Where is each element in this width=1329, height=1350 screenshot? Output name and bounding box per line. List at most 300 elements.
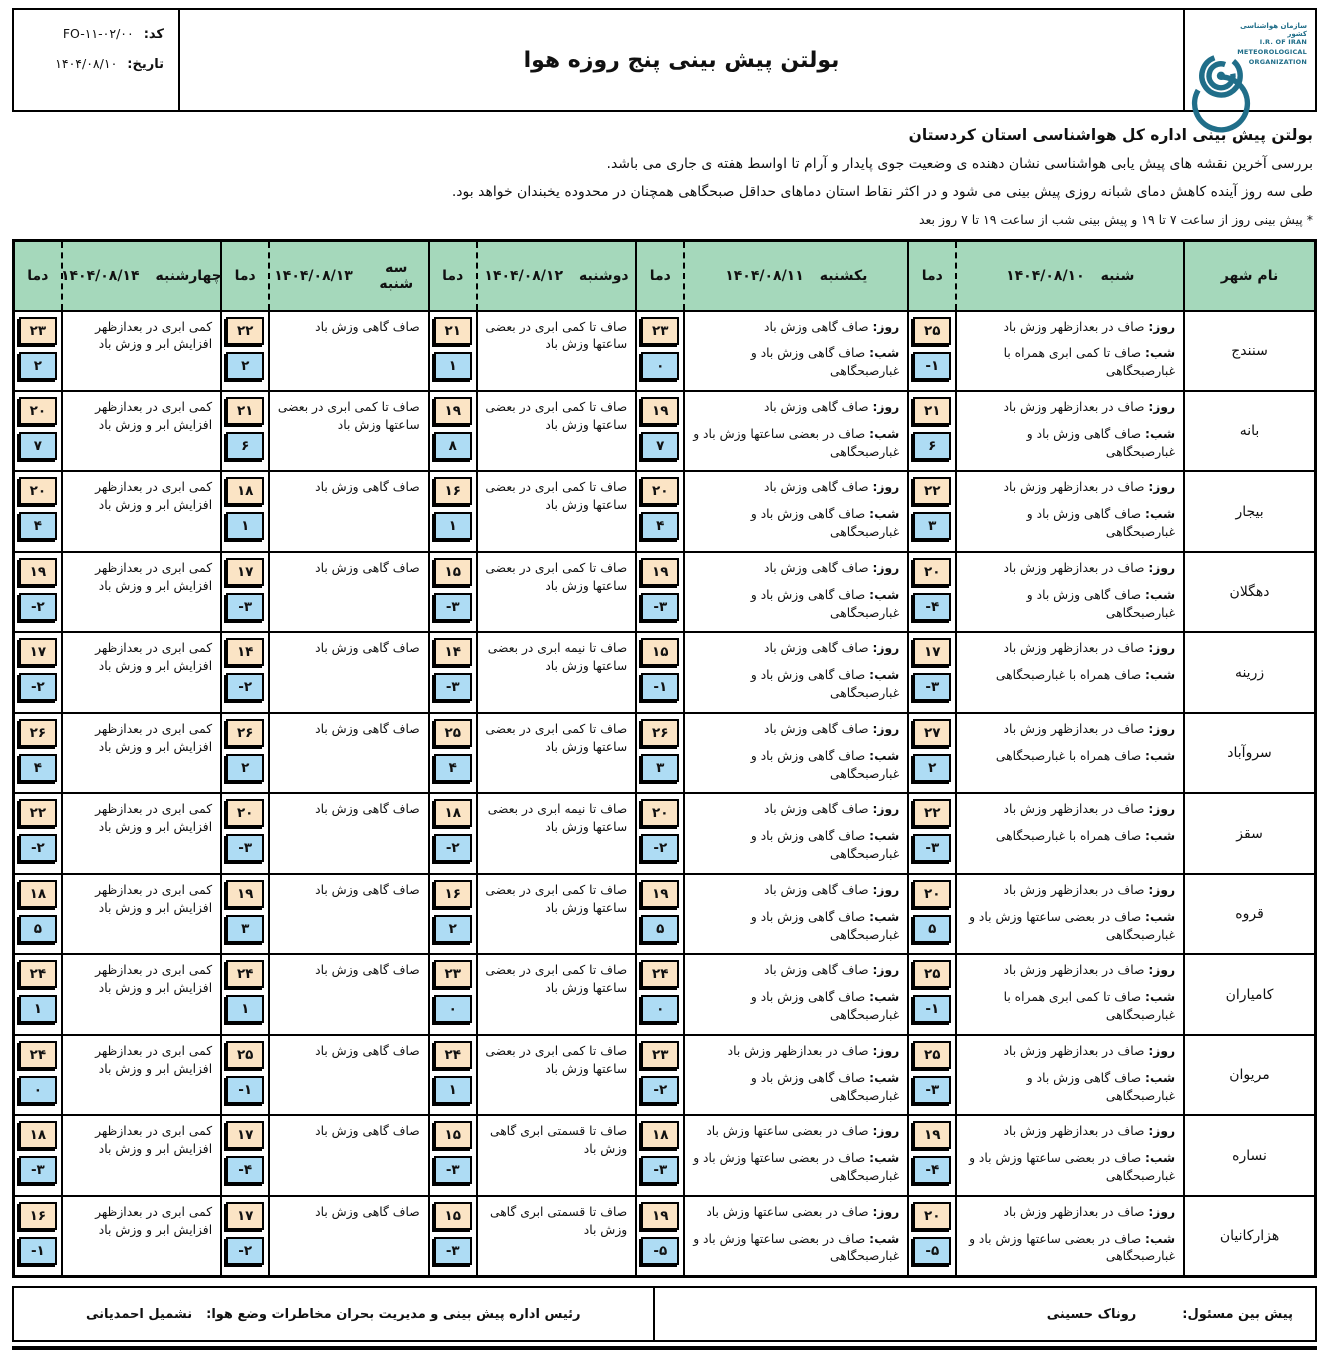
max-temperature: ۲۲ xyxy=(19,799,57,827)
night-forecast-text: شب: صاف گاهی وزش باد و غبارصبحگاهی xyxy=(1026,587,1176,620)
max-temperature: ۱۶ xyxy=(434,880,472,908)
code-box xyxy=(14,10,180,110)
logo-center-dot xyxy=(1217,72,1225,80)
forecast-text: صاف گاهی وزش باد xyxy=(315,1124,420,1139)
temperature-cell xyxy=(429,793,477,873)
province-bulletin-heading: بولتن پیش بینی اداره کل هواشناسی استان کردستان xyxy=(908,126,1313,144)
forecast-text: صاف تا کمی ابری در بعضی ساعتها وزش باد xyxy=(485,560,628,593)
document-header xyxy=(12,8,1317,112)
forecast-row xyxy=(14,793,1316,873)
night-forecast-label: شب: xyxy=(1145,1231,1176,1246)
forecast-description-cell xyxy=(269,954,428,1034)
forecast-description-cell xyxy=(269,311,428,391)
day-forecast-text: روز: صاف در بعدازظهر وزش باد xyxy=(1003,1124,1176,1139)
tuesday-column-header xyxy=(269,241,428,311)
temperature-cell xyxy=(908,391,956,471)
day-forecast-label: روز: xyxy=(872,882,900,897)
min-temperature: -۳ xyxy=(913,834,951,862)
night-forecast-text: شب: صاف همراه با غبارصبحگاهی xyxy=(995,668,1176,683)
code-label: کد: xyxy=(143,27,164,42)
temperature-cell xyxy=(636,311,684,391)
temperature-cell xyxy=(908,1115,956,1195)
forecast-text: کمی ابری در بعدازظهر افزایش ابر و وزش باد xyxy=(95,1043,213,1076)
forecast-text: صاف گاهی وزش باد xyxy=(315,721,420,736)
max-temperature: ۲۱ xyxy=(434,317,472,345)
min-temperature: -۲ xyxy=(226,673,264,701)
night-forecast-label: شب: xyxy=(869,587,900,602)
max-temperature: ۱۸ xyxy=(226,477,264,505)
day-forecast-label: روز: xyxy=(1148,480,1176,495)
forecast-description-cell xyxy=(956,954,1184,1034)
max-temperature: ۱۹ xyxy=(913,1121,951,1149)
night-forecast-text: شب: صاف گاهی وزش باد و غبارصبحگاهی xyxy=(1026,1070,1176,1103)
day-forecast-label: روز: xyxy=(872,963,900,978)
forecast-description-cell xyxy=(684,1196,908,1277)
forecast-description-cell xyxy=(477,954,636,1034)
temperature-cell xyxy=(221,874,269,954)
min-temperature: ۴ xyxy=(19,754,57,782)
day-forecast-text: روز: صاف گاهی وزش باد xyxy=(764,560,900,575)
forecast-description-cell xyxy=(684,632,908,712)
max-temperature: ۲۳ xyxy=(19,317,57,345)
day-forecast-label: روز: xyxy=(872,641,900,656)
synoptic-summary-line: بررسی آخرین نقشه های پیش یابی هواشناسی نشان دهنده ی وضعیت جوی پایدار و آرام تا اواسط هفته ی جاری می باشد. xyxy=(606,156,1313,172)
max-temperature: ۲۴ xyxy=(434,1041,472,1069)
temperature-cell xyxy=(636,471,684,551)
day-forecast-label: روز: xyxy=(1148,1204,1176,1219)
forecast-text: صاف تا نیمه ابری در بعضی ساعتها وزش باد xyxy=(487,641,628,674)
day-forecast-label: روز: xyxy=(1148,1043,1176,1058)
night-forecast-label: شب: xyxy=(1145,507,1176,522)
min-temperature: -۳ xyxy=(913,1076,951,1104)
day-forecast-text: روز: صاف در بعضی ساعتها وزش باد xyxy=(706,1204,900,1219)
max-temperature: ۱۸ xyxy=(19,880,57,908)
forecast-description-cell xyxy=(477,793,636,873)
forecast-text: صاف گاهی وزش باد xyxy=(315,560,420,575)
temperature-cell xyxy=(221,632,269,712)
forecast-text: صاف تا کمی ابری در بعضی ساعتها وزش باد xyxy=(485,480,628,513)
forecast-row xyxy=(14,874,1316,954)
min-temperature: ۴ xyxy=(641,512,679,540)
forecast-description-cell xyxy=(477,1035,636,1115)
wednesday-column-header xyxy=(62,241,221,311)
max-temperature: ۲۵ xyxy=(913,960,951,988)
day-name: چهارشنبه xyxy=(155,267,222,284)
night-forecast-label: شب: xyxy=(1145,426,1176,441)
bottom-divider xyxy=(12,1346,1317,1350)
forecast-description-cell xyxy=(269,552,428,632)
min-temperature: -۲ xyxy=(19,673,57,701)
night-forecast-label: شب: xyxy=(1145,668,1176,683)
forecast-description-cell xyxy=(684,1115,908,1195)
min-temperature: -۳ xyxy=(434,593,472,621)
night-forecast-label: شب: xyxy=(1145,990,1176,1005)
min-temperature: ۷ xyxy=(641,432,679,460)
temperature-cell xyxy=(221,793,269,873)
forecast-description-cell xyxy=(684,552,908,632)
night-forecast-text: شب: صاف تا کمی ابری همراه با غبارصبحگاهی xyxy=(1003,346,1176,379)
temperature-cell xyxy=(221,1196,269,1277)
forecast-description-cell xyxy=(956,391,1184,471)
forecast-description-cell xyxy=(62,311,221,391)
min-temperature: ۳ xyxy=(641,754,679,782)
max-temperature: ۱۷ xyxy=(913,638,951,666)
day-date: ۱۴۰۴/۰۸/۱۲ xyxy=(484,267,564,284)
max-temperature: ۱۵ xyxy=(434,1202,472,1230)
min-temperature: ۴ xyxy=(19,512,57,540)
temperature-cell xyxy=(908,874,956,954)
forecast-text: صاف تا قسمتی ابری گاهی وزش باد xyxy=(489,1204,628,1237)
min-temperature: -۱ xyxy=(19,1237,57,1265)
min-temperature: ۷ xyxy=(19,432,57,460)
max-temperature: ۲۰ xyxy=(641,477,679,505)
temperature-cell xyxy=(14,1115,62,1195)
temperature-cell xyxy=(221,311,269,391)
day-forecast-label: روز: xyxy=(872,399,900,414)
forecast-description-cell xyxy=(62,552,221,632)
temperature-cell xyxy=(636,1115,684,1195)
forecast-text: کمی ابری در بعدازظهر افزایش ابر و وزش باد xyxy=(95,399,213,432)
max-temperature: ۲۵ xyxy=(434,719,472,747)
min-temperature: ۰ xyxy=(434,995,472,1023)
forecast-description-cell xyxy=(62,1196,221,1277)
max-temperature: ۲۰ xyxy=(226,799,264,827)
forecast-description-cell xyxy=(62,391,221,471)
forecast-description-cell xyxy=(956,311,1184,391)
forecast-text: صاف گاهی وزش باد xyxy=(315,802,420,817)
day-name: یکشنبه xyxy=(819,267,868,284)
max-temperature: ۱۸ xyxy=(19,1121,57,1149)
min-temperature: -۲ xyxy=(226,1237,264,1265)
max-temperature: ۲۱ xyxy=(913,397,951,425)
forecaster-label: پیش بین مسئول: xyxy=(1182,1306,1293,1322)
day-forecast-label: روز: xyxy=(872,319,900,334)
day-date: ۱۴۰۴/۰۸/۱۳ xyxy=(274,267,353,284)
temperature-cell xyxy=(14,471,62,551)
day-forecast-label: روز: xyxy=(872,1124,900,1139)
temperature-cell xyxy=(221,471,269,551)
forecast-row xyxy=(14,391,1316,471)
forecaster-cell xyxy=(655,1288,1316,1340)
city-name: بانه xyxy=(1184,391,1315,471)
min-temperature: -۵ xyxy=(913,1237,951,1265)
forecast-description-cell xyxy=(956,632,1184,712)
forecast-description-cell xyxy=(684,793,908,873)
day-forecast-label: روز: xyxy=(1148,641,1176,656)
min-temperature: ۶ xyxy=(913,432,951,460)
max-temperature: ۱۹ xyxy=(641,397,679,425)
day-forecast-text: روز: صاف در بعدازظهر وزش باد xyxy=(1003,882,1176,897)
forecast-description-cell xyxy=(684,954,908,1034)
forecast-text: کمی ابری در بعدازظهر افزایش ابر و وزش باد xyxy=(95,882,213,915)
night-forecast-label: شب: xyxy=(869,1151,900,1166)
night-forecast-label: شب: xyxy=(869,909,900,924)
temperature-cell xyxy=(908,713,956,793)
forecast-text: کمی ابری در بعدازظهر افزایش ابر و وزش باد xyxy=(95,560,213,593)
forecast-description-cell xyxy=(956,874,1184,954)
forecast-row xyxy=(14,1035,1316,1115)
forecaster-name: روناک حسینی xyxy=(1046,1306,1137,1322)
max-temperature: ۱۷ xyxy=(19,638,57,666)
forecast-description-cell xyxy=(269,874,428,954)
forecast-text: صاف گاهی وزش باد xyxy=(315,882,420,897)
day-forecast-text: روز: صاف در بعدازظهر وزش باد xyxy=(1003,721,1176,736)
org-name-line2: METEOROLOGICAL xyxy=(1237,47,1307,56)
max-temperature: ۲۶ xyxy=(641,719,679,747)
min-temperature: ۱ xyxy=(226,995,264,1023)
day-forecast-text: روز: صاف در بعدازظهر وزش باد xyxy=(1003,1204,1176,1219)
max-temperature: ۲۰ xyxy=(641,799,679,827)
min-temperature: -۱ xyxy=(641,673,679,701)
forecast-description-cell xyxy=(62,793,221,873)
temperature-cell xyxy=(908,311,956,391)
night-forecast-label: شب: xyxy=(869,668,900,683)
temperature-cell xyxy=(429,954,477,1034)
night-forecast-label: شب: xyxy=(1145,587,1176,602)
forecast-description-cell xyxy=(477,713,636,793)
night-forecast-text: شب: صاف گاهی وزش باد و غبارصبحگاهی xyxy=(750,829,900,862)
min-temperature: ۲ xyxy=(19,352,57,380)
min-temperature: ۵ xyxy=(641,915,679,943)
forecast-description-cell xyxy=(477,552,636,632)
forecast-table-header xyxy=(14,241,1316,311)
day-forecast-text: روز: صاف گاهی وزش باد xyxy=(764,882,900,897)
org-name-line3: ORGANIZATION xyxy=(1248,57,1307,66)
min-temperature: -۳ xyxy=(641,593,679,621)
day-forecast-label: روز: xyxy=(872,1043,900,1058)
max-temperature: ۲۰ xyxy=(913,1202,951,1230)
night-forecast-text: شب: صاف گاهی وزش باد و غبارصبحگاهی xyxy=(750,748,900,781)
forecast-text: صاف گاهی وزش باد xyxy=(315,319,420,334)
temperature-cell xyxy=(14,632,62,712)
day-forecast-text: روز: صاف در بعدازظهر وزش باد xyxy=(1003,802,1176,817)
day-name: دوشنبه xyxy=(579,267,629,284)
city-name: مریوان xyxy=(1184,1035,1315,1115)
forecast-description-cell xyxy=(269,1035,428,1115)
temperature-cell xyxy=(429,311,477,391)
city-name: نساره xyxy=(1184,1115,1315,1195)
day-forecast-label: روز: xyxy=(1148,399,1176,414)
forecast-text: صاف تا کمی ابری در بعضی ساعتها وزش باد xyxy=(485,721,628,754)
forecast-text: صاف تا کمی ابری در بعضی ساعتها وزش باد xyxy=(485,882,628,915)
max-temperature: ۱۹ xyxy=(226,880,264,908)
max-temperature: ۱۹ xyxy=(641,558,679,586)
signature-footer xyxy=(12,1286,1317,1342)
department-head-name: نشمیل احمدیانی xyxy=(86,1306,193,1322)
max-temperature: ۱۶ xyxy=(434,477,472,505)
temperature-cell xyxy=(429,874,477,954)
forecast-description-cell xyxy=(269,713,428,793)
min-temperature: ۲ xyxy=(226,754,264,782)
night-forecast-label: شب: xyxy=(869,507,900,522)
forecast-description-cell xyxy=(269,1115,428,1195)
forecast-description-cell xyxy=(269,471,428,551)
max-temperature: ۱۷ xyxy=(226,1121,264,1149)
temperature-cell xyxy=(429,471,477,551)
night-forecast-text: شب: صاف گاهی وزش باد و غبارصبحگاهی xyxy=(750,668,900,701)
forecast-description-cell xyxy=(956,1196,1184,1277)
min-temperature: ۱ xyxy=(226,512,264,540)
date-label: تاریخ: xyxy=(127,57,164,72)
city-name: کامیاران xyxy=(1184,954,1315,1034)
night-forecast-text: شب: صاف گاهی وزش باد و غبارصبحگاهی xyxy=(750,346,900,379)
max-temperature: ۲۴ xyxy=(19,960,57,988)
temperature-cell xyxy=(221,954,269,1034)
night-forecast-label: شب: xyxy=(869,1070,900,1085)
day-forecast-text: روز: صاف در بعدازظهر وزش باد xyxy=(1003,319,1176,334)
forecast-text: صاف گاهی وزش باد xyxy=(315,480,420,495)
temperature-cell xyxy=(14,874,62,954)
forecast-description-cell xyxy=(956,793,1184,873)
max-temperature: ۱۴ xyxy=(226,638,264,666)
min-temperature: ۱ xyxy=(434,1076,472,1104)
min-temperature: ۳ xyxy=(226,915,264,943)
day-date: ۱۴۰۴/۰۸/۱۰ xyxy=(1006,267,1085,284)
max-temperature: ۲۳ xyxy=(434,960,472,988)
max-temperature: ۱۵ xyxy=(434,1121,472,1149)
night-forecast-text: شب: صاف در بعضی ساعتها وزش باد و غبارصبحگاهی xyxy=(969,1231,1176,1264)
city-name: هزارکانیان xyxy=(1184,1196,1315,1277)
temperature-cell xyxy=(429,632,477,712)
min-temperature: -۴ xyxy=(226,1156,264,1184)
forecast-text: کمی ابری در بعدازظهر افزایش ابر و وزش باد xyxy=(95,480,213,513)
day-date: ۱۴۰۴/۰۸/۱۱ xyxy=(725,267,804,284)
temperature-cell xyxy=(429,713,477,793)
forecast-row xyxy=(14,713,1316,793)
day-forecast-text: روز: صاف در بعدازظهر وزش باد xyxy=(1003,1043,1176,1058)
city-name: دهگلان xyxy=(1184,552,1315,632)
max-temperature: ۱۷ xyxy=(226,558,264,586)
temperature-cell xyxy=(636,793,684,873)
min-temperature: -۴ xyxy=(913,1156,951,1184)
forecast-description-cell xyxy=(62,954,221,1034)
forecast-description-cell xyxy=(477,311,636,391)
day-forecast-text: روز: صاف گاهی وزش باد xyxy=(764,480,900,495)
forecast-description-cell xyxy=(477,471,636,551)
forecast-text: صاف تا کمی ابری در بعضی ساعتها وزش باد xyxy=(485,319,628,352)
temperature-cell xyxy=(14,552,62,632)
forecast-description-cell xyxy=(684,1035,908,1115)
forecast-text: صاف گاهی وزش باد xyxy=(315,963,420,978)
forecast-description-cell xyxy=(62,632,221,712)
min-temperature: -۳ xyxy=(641,1156,679,1184)
max-temperature: ۱۹ xyxy=(641,880,679,908)
temperature-cell xyxy=(908,632,956,712)
temperature-cell xyxy=(908,471,956,551)
day-forecast-text: روز: صاف گاهی وزش باد xyxy=(764,399,900,414)
min-temperature: -۳ xyxy=(434,1156,472,1184)
forecast-row xyxy=(14,471,1316,551)
max-temperature: ۱۵ xyxy=(641,638,679,666)
max-temperature: ۲۷ xyxy=(913,719,951,747)
temperature-cell xyxy=(14,311,62,391)
max-temperature: ۲۴ xyxy=(641,960,679,988)
day-forecast-text: روز: صاف گاهی وزش باد xyxy=(764,641,900,656)
max-temperature: ۲۵ xyxy=(913,1041,951,1069)
night-forecast-text: شب: صاف در بعضی ساعتها وزش باد و غبارصبحگاهی xyxy=(693,1151,900,1183)
forecast-description-cell xyxy=(62,1115,221,1195)
forecast-description-cell xyxy=(62,874,221,954)
temperature-cell xyxy=(221,1035,269,1115)
max-temperature: ۲۰ xyxy=(913,558,951,586)
min-temperature: -۴ xyxy=(913,593,951,621)
night-forecast-label: شب: xyxy=(869,346,900,361)
min-temperature: ۰ xyxy=(641,995,679,1023)
min-temperature: ۱ xyxy=(19,995,57,1023)
forecast-text: صاف گاهی وزش باد xyxy=(315,1204,420,1219)
forecast-table-body xyxy=(14,311,1316,1277)
day-forecast-text: روز: صاف گاهی وزش باد xyxy=(764,802,900,817)
forecast-description-cell xyxy=(477,1115,636,1195)
max-temperature: ۲۰ xyxy=(19,397,57,425)
day-forecast-label: روز: xyxy=(1148,319,1176,334)
min-temperature: -۲ xyxy=(434,834,472,862)
min-temperature: ۰ xyxy=(19,1076,57,1104)
max-temperature: ۲۵ xyxy=(913,317,951,345)
min-temperature: -۳ xyxy=(226,834,264,862)
forecast-description-cell xyxy=(684,713,908,793)
night-forecast-label: شب: xyxy=(1145,346,1176,361)
min-temperature: ۲ xyxy=(434,915,472,943)
intro-section xyxy=(0,112,1329,227)
max-temperature: ۱۸ xyxy=(641,1121,679,1149)
temperature-cell xyxy=(14,1035,62,1115)
city-name: سنندج xyxy=(1184,311,1315,391)
temperature-cell xyxy=(429,391,477,471)
min-temperature: -۲ xyxy=(641,834,679,862)
day-forecast-text: روز: صاف در بعضی ساعتها وزش باد xyxy=(706,1124,900,1139)
forecast-description-cell xyxy=(684,471,908,551)
night-forecast-text: شب: صاف گاهی وزش باد و غبارصبحگاهی xyxy=(750,909,900,942)
temperature-cell xyxy=(14,391,62,471)
temperature-cell xyxy=(636,954,684,1034)
max-temperature: ۲۰ xyxy=(913,880,951,908)
day-forecast-text: روز: صاف در بعدازظهر وزش باد xyxy=(1003,963,1176,978)
day-forecast-label: روز: xyxy=(872,560,900,575)
temperature-cell xyxy=(429,1035,477,1115)
max-temperature: ۱۹ xyxy=(19,558,57,586)
temperature-cell xyxy=(221,713,269,793)
bulletin-page xyxy=(0,8,1329,1322)
forecast-text: کمی ابری در بعدازظهر افزایش ابر و وزش باد xyxy=(95,319,213,352)
day-forecast-text: روز: صاف در بعدازظهر وزش باد xyxy=(1003,641,1176,656)
min-temperature: ۵ xyxy=(19,915,57,943)
forecast-text: صاف تا کمی ابری در بعضی ساعتها وزش باد xyxy=(485,963,628,996)
min-temperature: -۲ xyxy=(641,1076,679,1104)
min-temperature: ۸ xyxy=(434,432,472,460)
day-date: ۱۴۰۴/۰۸/۱۴ xyxy=(60,267,140,284)
night-forecast-text: شب: صاف در بعضی ساعتها وزش باد و غبارصبحگاهی xyxy=(693,426,900,459)
temperature-cell xyxy=(429,1196,477,1277)
max-temperature: ۲۱ xyxy=(226,397,264,425)
min-temperature: -۲ xyxy=(19,593,57,621)
min-temperature: -۱ xyxy=(913,352,951,380)
max-temperature: ۲۰ xyxy=(19,477,57,505)
temperature-cell xyxy=(908,1196,956,1277)
temperature-cell xyxy=(636,1035,684,1115)
forecast-description-cell xyxy=(477,632,636,712)
night-forecast-label: شب: xyxy=(869,426,900,441)
min-temperature: -۵ xyxy=(641,1237,679,1265)
max-temperature: ۱۸ xyxy=(434,799,472,827)
max-temperature: ۱۹ xyxy=(641,1202,679,1230)
temperature-cell xyxy=(429,552,477,632)
forecast-description-cell xyxy=(62,471,221,551)
day-forecast-text: روز: صاف در بعدازظهر وزش باد xyxy=(1003,560,1176,575)
night-forecast-text: شب: صاف گاهی وزش باد و غبارصبحگاهی xyxy=(750,507,900,540)
monday-column-header xyxy=(477,241,636,311)
forecast-table xyxy=(12,239,1317,1278)
